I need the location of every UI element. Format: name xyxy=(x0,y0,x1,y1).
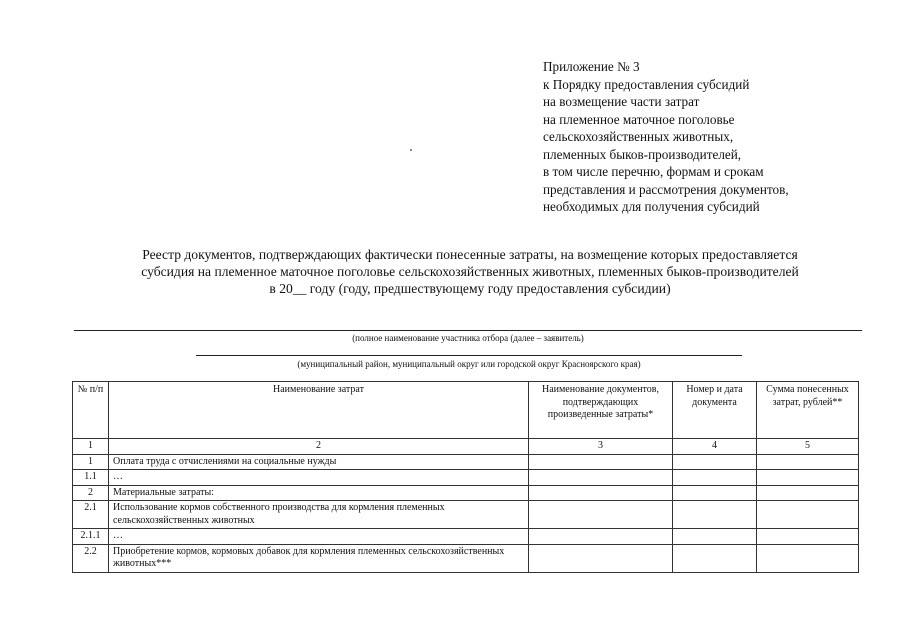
title-line: в 20__ году (году, предшествующему году предоставления субсидии) xyxy=(269,281,671,296)
row-doc-number-cell[interactable] xyxy=(673,485,757,501)
row-amount-cell[interactable] xyxy=(757,485,859,501)
row-number: 2.1.1 xyxy=(73,529,109,545)
column-number: 5 xyxy=(757,439,859,455)
column-number: 3 xyxy=(529,439,673,455)
row-documents-cell[interactable] xyxy=(529,529,673,545)
row-amount-cell[interactable] xyxy=(757,501,859,529)
column-number: 4 xyxy=(673,439,757,455)
title-line: субсидия на племенное маточное поголовье сельскохозяйственных животных, племенных быков-производителей xyxy=(141,264,799,279)
row-doc-number-cell[interactable] xyxy=(673,454,757,470)
applicant-fill-line xyxy=(74,330,862,331)
row-documents-cell[interactable] xyxy=(529,485,673,501)
row-doc-number-cell[interactable] xyxy=(673,470,757,486)
table-row xyxy=(73,470,859,486)
table-row xyxy=(73,544,859,572)
column-number: 1 xyxy=(73,439,109,455)
appendix-line: сельскохозяйственных животных, xyxy=(543,129,734,144)
row-amount-cell[interactable] xyxy=(757,529,859,545)
row-cost-name: … xyxy=(109,470,529,486)
document-title xyxy=(60,246,880,297)
appendix-line: на племенное маточное поголовье xyxy=(543,111,735,127)
row-doc-number-cell[interactable] xyxy=(673,544,757,572)
appendix-line: к Порядку предоставления субсидий xyxy=(543,76,750,92)
row-cost-name: Материальные затраты: xyxy=(109,485,529,501)
table-row xyxy=(73,501,859,529)
header-documents: Наименование документов, подтверждающих произведенные затраты* xyxy=(529,382,673,439)
appendix-line: Приложение № 3 xyxy=(543,59,640,74)
row-cost-name: … xyxy=(109,529,529,545)
district-caption: (муниципальный район, муниципальный округ или городской округ Красноярского края) xyxy=(297,359,641,369)
appendix-line: племенных быков-производителей, xyxy=(543,146,742,162)
appendix-header xyxy=(543,58,789,216)
row-number: 2.1 xyxy=(73,501,109,529)
row-doc-number-cell[interactable] xyxy=(673,529,757,545)
header-number: № п/п xyxy=(73,382,109,439)
table-header-row xyxy=(73,382,859,439)
row-documents-cell[interactable] xyxy=(529,501,673,529)
column-number: 2 xyxy=(109,439,529,455)
header-amount: Сумма понесенных затрат, рублей** xyxy=(757,382,859,439)
row-documents-cell[interactable] xyxy=(529,470,673,486)
registry-table xyxy=(72,381,859,573)
table-row xyxy=(73,454,859,470)
row-number: 1.1 xyxy=(73,470,109,486)
row-amount-cell[interactable] xyxy=(757,544,859,572)
row-cost-name: Использование кормов собственного производства для кормления племенных сельскохозяйственных животных xyxy=(109,501,529,529)
row-documents-cell[interactable] xyxy=(529,454,673,470)
district-fill-line xyxy=(196,355,742,356)
appendix-line: на возмещение части затрат xyxy=(543,94,700,109)
row-doc-number-cell[interactable] xyxy=(673,501,757,529)
table-row xyxy=(73,485,859,501)
column-number-row xyxy=(73,439,859,455)
appendix-line: представления и рассмотрения документов, xyxy=(543,181,789,197)
header-doc-number-date: Номер и дата документа xyxy=(673,382,757,439)
scan-speck xyxy=(410,149,412,151)
row-documents-cell[interactable] xyxy=(529,544,673,572)
row-number: 1 xyxy=(73,454,109,470)
row-number: 2.2 xyxy=(73,544,109,572)
appendix-line: в том числе перечню, формам и срокам xyxy=(543,164,764,179)
header-cost-name: Наименование затрат xyxy=(109,382,529,439)
table-row xyxy=(73,529,859,545)
row-cost-name: Оплата труда с отчислениями на социальные нужды xyxy=(109,454,529,470)
applicant-caption: (полное наименование участника отбора (далее – заявитель) xyxy=(352,333,584,343)
row-number: 2 xyxy=(73,485,109,501)
row-amount-cell[interactable] xyxy=(757,454,859,470)
appendix-line: необходимых для получения субсидий xyxy=(543,199,760,214)
row-amount-cell[interactable] xyxy=(757,470,859,486)
title-line: Реестр документов, подтверждающих фактически понесенные затраты, на возмещение которых предоставляется xyxy=(142,247,798,262)
row-cost-name: Приобретение кормов, кормовых добавок для кормления племенных сельскохозяйственных животных*** xyxy=(109,544,529,572)
